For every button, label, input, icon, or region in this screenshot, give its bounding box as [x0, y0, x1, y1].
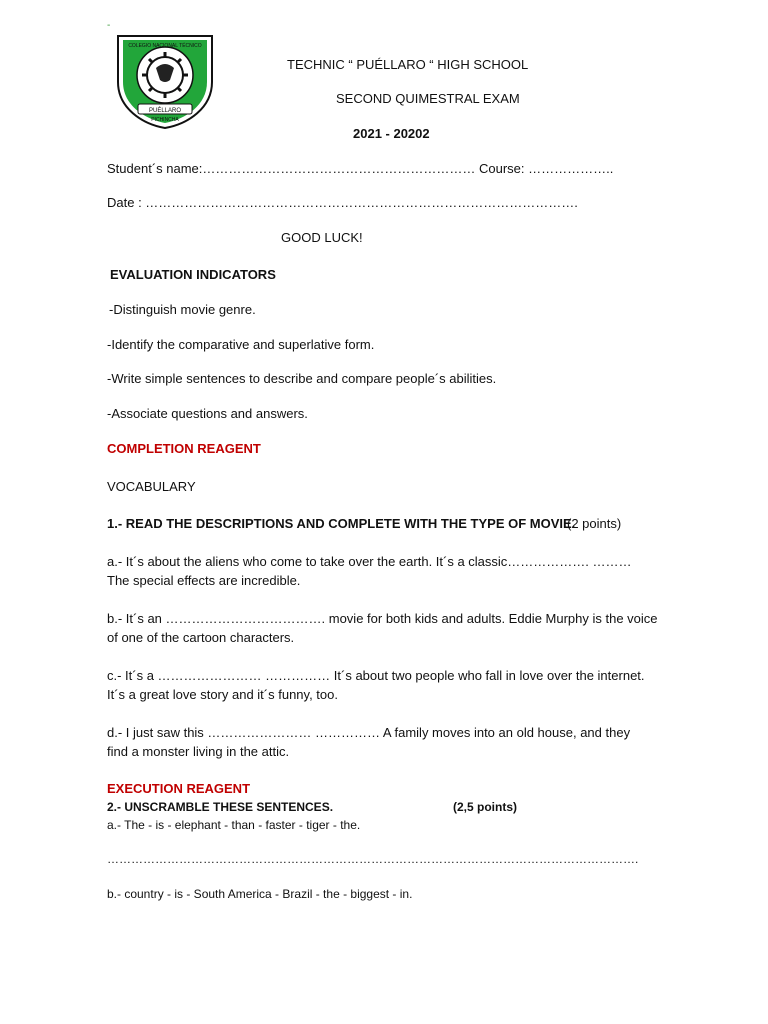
item-a-line-2: The special effects are incredible.	[107, 573, 301, 588]
school-year: 2021 - 20202	[353, 126, 430, 141]
item-d-line-1: d.- I just saw this …………………… …………… A family moves into an old house, and they	[107, 725, 631, 740]
item-b-line-2: of one of the cartoon characters.	[107, 630, 295, 645]
question-2-points: (2,5 points)	[453, 800, 518, 814]
answer-line[interactable]: …………………………………………………………………………………………………………………….	[107, 852, 639, 866]
evaluation-title: EVALUATION INDICATORS	[110, 267, 276, 282]
item-b-line-1: b.- It´s an ………………………………. movie for both kids and adults. Eddie Murphy is the voice	[107, 611, 658, 626]
evaluation-item: -Associate questions and answers.	[107, 406, 308, 421]
vocabulary-label: VOCABULARY	[107, 479, 196, 494]
good-luck: GOOD LUCK!	[281, 230, 363, 245]
logo-name: PUÉLLARO	[148, 108, 182, 114]
question-1-points: (2 points)	[567, 516, 622, 531]
evaluation-item: -Write simple sentences to describe and compare people´s abilities.	[107, 371, 497, 386]
logo-arc-text: COLEGIO NACIONAL TÉCNICO	[128, 43, 202, 49]
school-seal-icon	[110, 30, 220, 130]
question-2-title: 2.- UNSCRAMBLE THESE SENTENCES.	[107, 800, 334, 814]
item-a-line-1: a.- It´s about the aliens who come to take over the earth. It´s a classic………………. ………	[107, 554, 632, 569]
school-title: TECHNIC “ PUÉLLARO “ HIGH SCHOOL	[287, 57, 529, 72]
student-name-field[interactable]: Student´s name:……………………………………………………… Course: ………………..	[107, 161, 614, 176]
unscramble-b: b.- country - is - South America - Brazil - the - biggest - in.	[107, 887, 413, 901]
date-field[interactable]: Date : ……………………………………………………………………………………….	[107, 195, 578, 210]
item-d-line-2: find a monster living in the attic.	[107, 744, 290, 759]
completion-title: COMPLETION REAGENT	[107, 441, 261, 456]
item-c-line-1: c.- It´s a …………………… …………… It´s about two people who fall in love over the internet.	[107, 668, 645, 683]
logo-sub: PICHINCHA	[151, 117, 179, 123]
evaluation-item: -Distinguish movie genre.	[109, 302, 256, 317]
unscramble-a: a.- The - is - elephant - than - faster - tiger - the.	[107, 818, 361, 832]
corner-mark: -	[107, 20, 111, 31]
question-1-title: 1.- READ THE DESCRIPTIONS AND COMPLETE WITH THE TYPE OF MOVIE.	[107, 516, 576, 531]
exam-title: SECOND QUIMESTRAL EXAM	[336, 91, 520, 106]
evaluation-item: -Identify the comparative and superlative form.	[107, 337, 375, 352]
execution-title: EXECUTION REAGENT	[107, 781, 251, 796]
item-c-line-2: It´s a great love story and it´s funny, too.	[107, 687, 338, 702]
